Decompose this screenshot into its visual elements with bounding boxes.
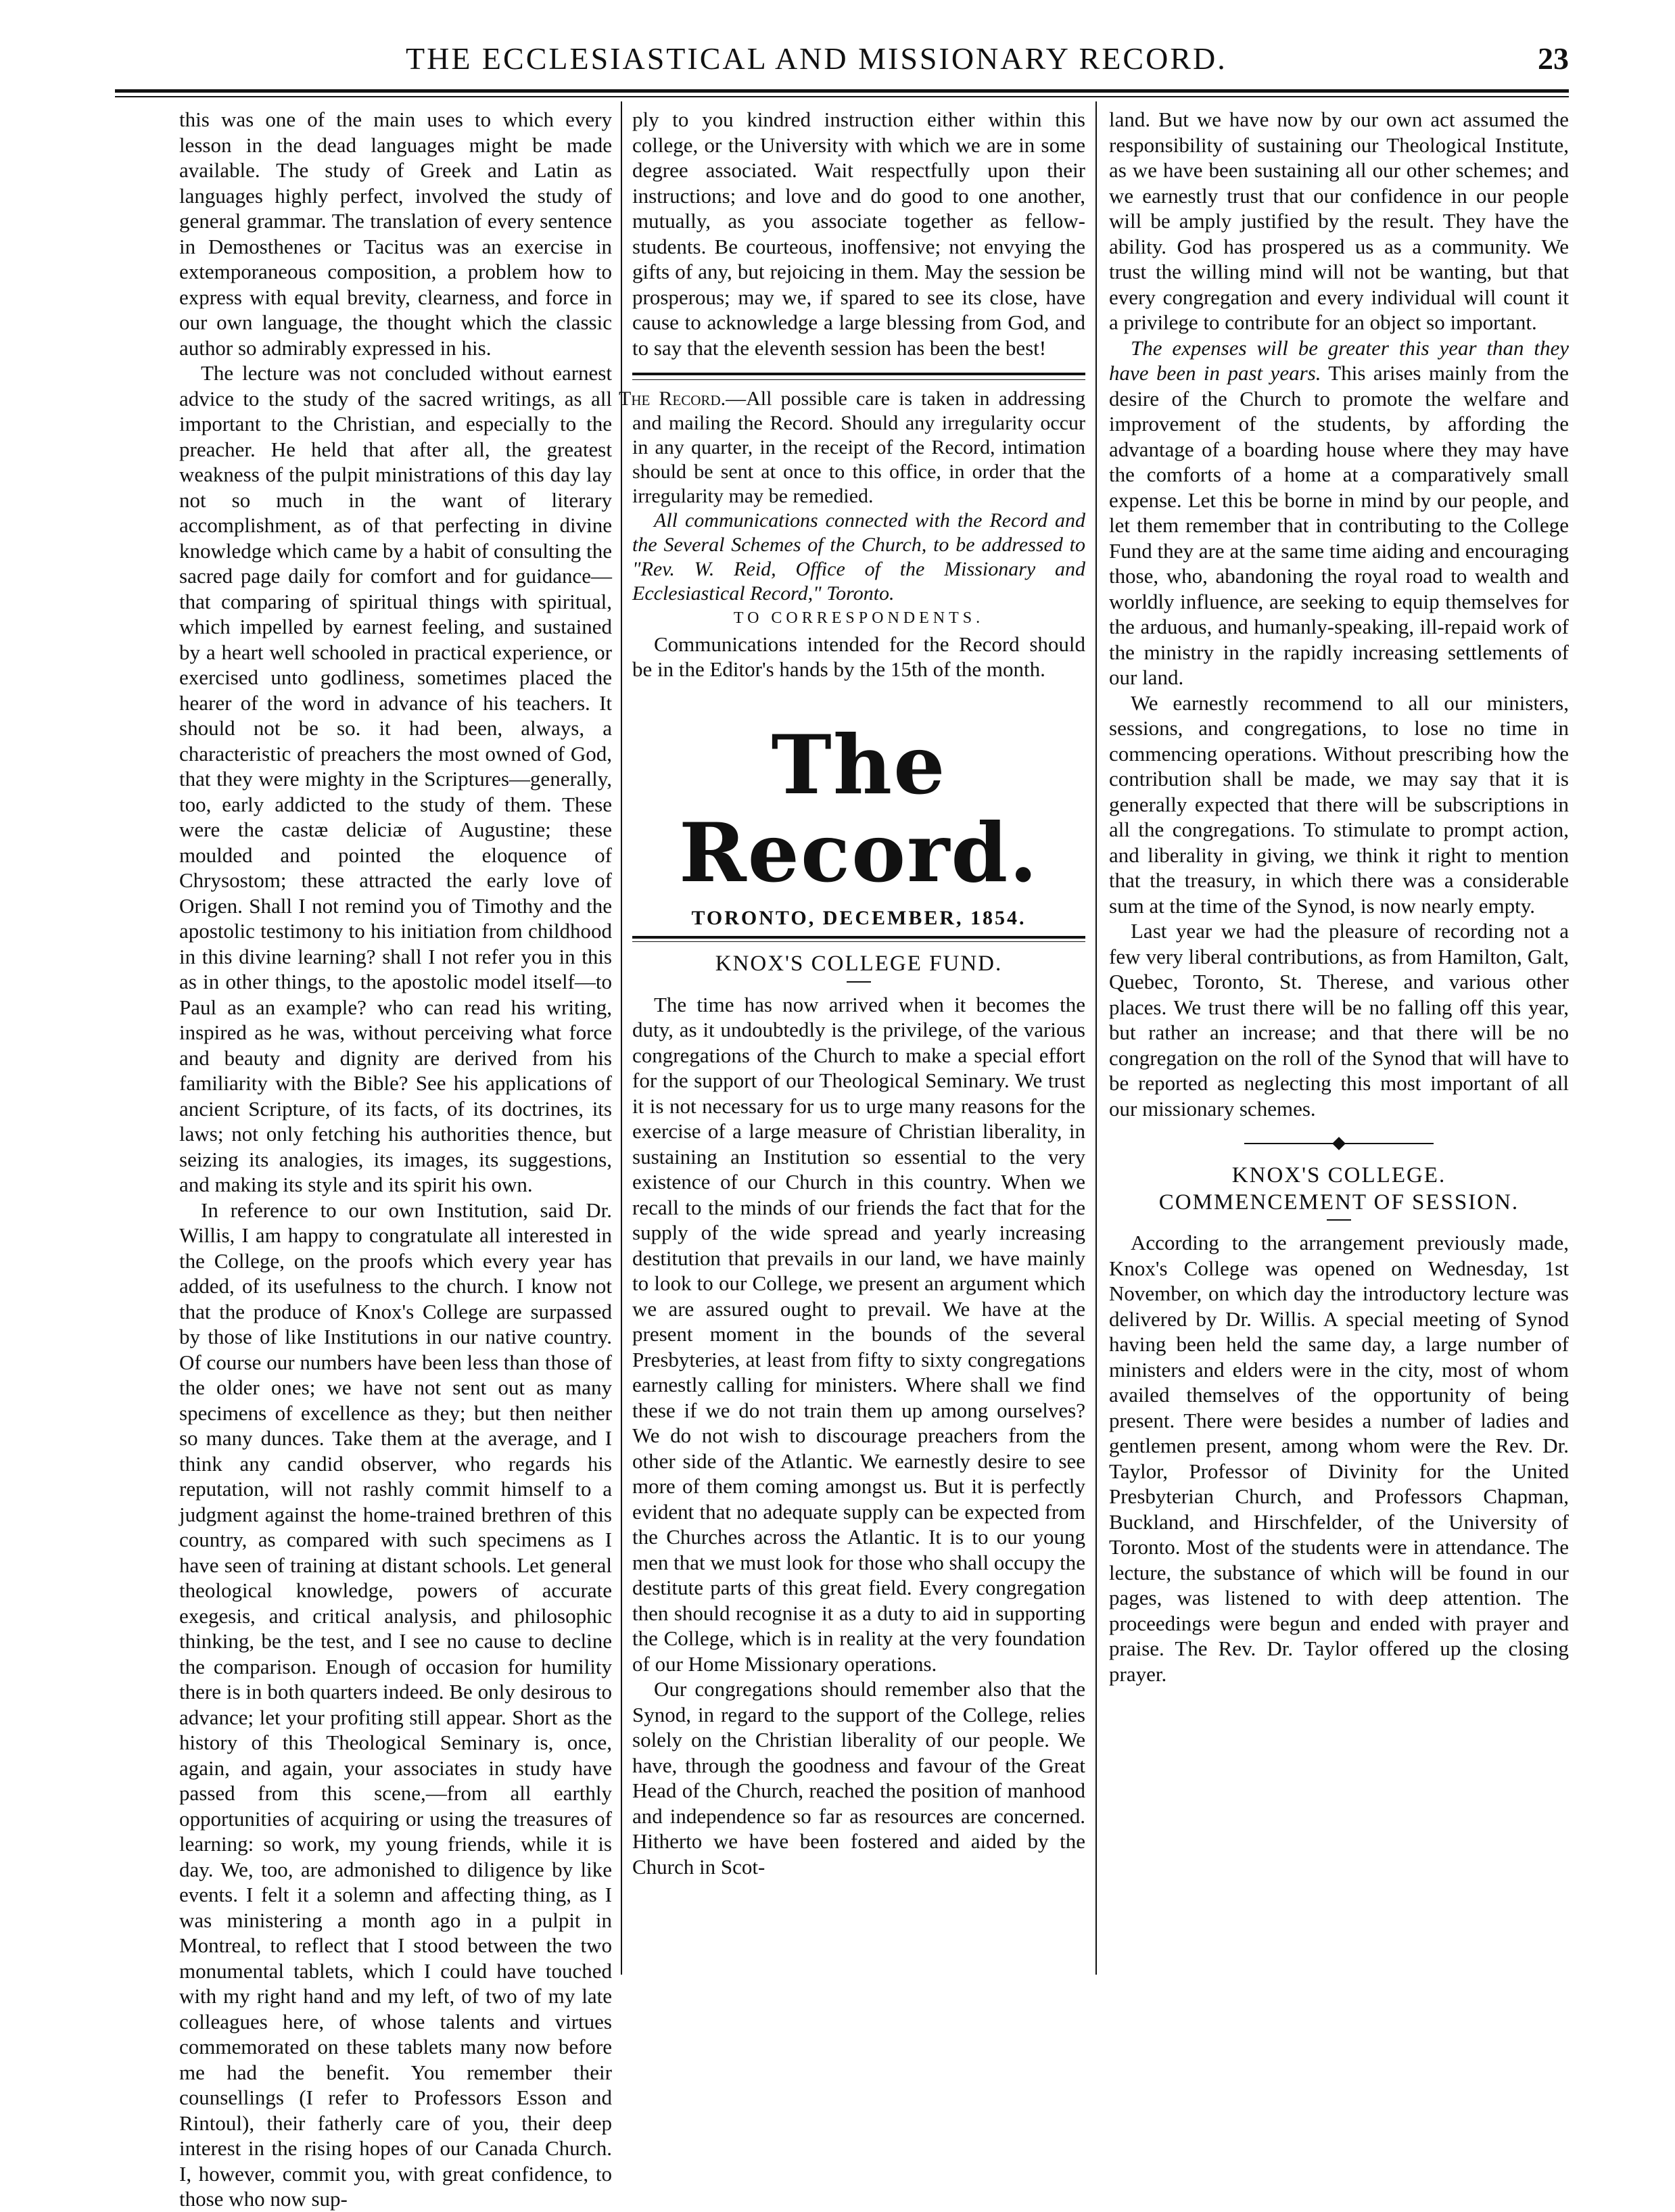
to-correspondents-heading: TO CORRESPONDENTS.	[733, 609, 985, 627]
masthead: The Record.	[678, 717, 1039, 901]
correspondents-text: Communications intended for the Record should be in the Editor's hands by the 15th of the month.	[632, 632, 1085, 681]
notice-text: —All possible care is taken in addressing and mailing the Record. Should any irregularity occur in any quarter, in the receipt of the Record, intimation should be sent at once to this office, in order that the irregularity may be remedied.	[632, 387, 1085, 507]
page-header	[115, 41, 1569, 88]
paragraph-text: This arises mainly from the desire of the Church to promote the welfare and improvement of the students, by affording the advantage of a boarding house where they may have the comforts of a home at a comparatively small expense. Let this be borne in mind by our people, and let them remember that in contributing to the College Fund they are at the same time aiding and encouraging those, who, abandoning the royal road to wealth and worldly influence, are seeking to equip themselves for the arduous, and humanly-speaking, ill-repaid work of the ministry in the rapidly increasing settlements of our land.	[1109, 361, 1569, 689]
running-title: THE ECCLESIASTICAL AND MISSIONARY RECORD.	[406, 41, 1227, 76]
column-3	[1109, 107, 1569, 1687]
paragraph: ply to you kindred instruction either within this college, or the University with which we are in some degree associated. Wait respectfully upon their instructions; and love and do good to one another, mutually, as you associate together as fellow-students. Be courteous, inoffensive; not envying the gifts of any, but rejoicing in them. May the session be prosperous; may we, if spared to see its close, have cause to acknowledge a large blessing from God, and to say that the eleventh session has been the best!	[632, 108, 1085, 360]
article-heading: KNOX'S COLLEGE FUND.	[715, 951, 1003, 976]
column-divider-2	[1095, 101, 1097, 1975]
section-rule	[632, 373, 1085, 375]
communications-notice: All communications connected with the Record and the Several Schemes of the Church, to be addressed to "Rev. W. Reid, Office of the Missionary and Ecclesiastical Record," Toronto.	[632, 509, 1085, 605]
heading-dash	[1327, 1219, 1351, 1221]
page-number: 23	[1538, 41, 1569, 76]
paragraph: this was one of the main uses to which every lesson in the dead languages might be made available. The study of Greek and Latin as languages highly perfect, involved the study of general grammar. The translation of every sentence in Demosthenes or Tacitus was an exercise in extemporaneous composition, a problem how to express with equal brevity, clearness, and force in our own language, the thought which the classic author so admirably expressed in his.	[179, 108, 612, 360]
column-2	[619, 107, 1085, 1879]
paragraph: We earnestly recommend to all our ministers, sessions, and congregations, to lose no time in commencing operations. Without prescribing how the contribution shall be made, we may say that it is generally expected that there will be subscriptions in all the congregations. To stimulate to prompt action, and liberality in giving, we think it right to mention that the treasury, in which there was a considerable sum at the time of the Synod, is now nearly empty.	[1109, 690, 1569, 918]
dateline-rule	[632, 936, 1085, 942]
paragraph: The lecture was not concluded without earnest advice to the study of the sacred writings, as all important to the Christian, and especially to the preacher. He held that after all, the greatest weakness of the pulpit ministrations of this day lay not so much in the want of literary accomplishment, as of that perfecting in divine knowledge which came by a habit of consulting the sacred page daily for comfort and for guidance—that comparing of spiritual things with spiritual, which impelled by earnest feeling, and sustained by a heart well schooled in practical experience, or exercised unto godliness, sometimes placed the hearer of the word in advance of his teachers. It should not be so. it had been, always, a characteristic of preachers the most owned of God, that they were mighty in the Scriptures—generally, too, early addicted to the study of them. These were the castæ deliciæ of Augustine; these moulded and pointed the eloquence of Chrysostom; these attracted the early love of Origen. Shall I not remind you of Timothy and the apostolic testimony to his initiation from childhood in this divine learning? shall I not refer you in this as in other things, to the apostolic model itself—to Paul as an example? who can read his writing, inspired as he was, without perceiving what force and beauty and dignity are derived from his familiarity with the Bible? See his applications of ancient Scripture, of its facts, of its doctrines, its laws; not only fetching his authorities thence, but seizing its analogies, its images, its suggestions, and making its style and its spirit his own.	[179, 361, 612, 1196]
italic-lead: The expenses will be greater this year than they have been in past years.	[1109, 335, 1569, 385]
header-rule-thin	[115, 96, 1569, 97]
paragraph: In reference to our own Institution, said Dr. Willis, I am happy to congratulate all interested in the College, on the proofs which every year has added, of its usefulness to the church. I know not that the produce of Knox's College are surpassed by those of like Institutions in our native country. Of course our numbers have been less than those of the older ones; we have not sent out as many specimens of excellence as they; but then neither so many dunces. Take them at the average, and I think any candid observer, who regards his reputation, will not rashly commit himself to a judgment against the home-trained brethren of this country, as compared with such specimens as I have seen of training at distant schools. Let general theological knowledge, powers of accurate exegesis, and critical analysis, and philosophic thinking, be the test, and I see no cause to decline the comparison. Enough of occasion for humility there is in both quarters indeed. Be only desirous to advance; let your profiting still appear. Short as the history of this Theological Seminary is, once, again, and again, your associates in study have passed from this scene,—from all earthly opportunities of acquiring or using the treasures of learning: so work, my young friends, while it is day. We, too, are admonished to diligence by like events. I felt it a solemn and affecting thing, as I was ministering a month ago in a pulpit in Montreal, to reflect that I stood between the two monumental tablets, which I could have touched with my right hand and my left, of two of my late colleagues here, of whose talents and virtues commemorated on these tablets many now before me had the benefit. You remember their counsellings (I refer to Professors Esson and Rintoul), their fatherly care of you, their deep interest in the rising hopes of our Canada Church. I, however, commit you, with great confidence, to those who now sup-	[179, 1198, 612, 2211]
dateline: TORONTO, DECEMBER, 1854.	[691, 906, 1027, 929]
article-heading: KNOX'S COLLEGE.	[1231, 1163, 1446, 1187]
article-subheading: COMMENCEMENT OF SESSION.	[1158, 1190, 1519, 1215]
column-divider-1	[621, 101, 622, 1975]
record-notice	[619, 387, 1085, 509]
paragraph: The time has now arrived when it becomes the duty, as it undoubtedly is the privilege, of the various congregations of the Church to make a special effort for the support of our Theological Seminary. We trust it is not necessary for us to urge many reasons for the exercise of a large measure of Christian liberality, in sustaining an Institution so essential to the very existence of our Church in this country. When we recall to the minds of our friends the fact that for the supply of the wide spread and yearly increasing destitution that prevails in our land, we have mainly to look to our College, we present an argument which we are assured ought to prevail. We have at the present moment in the bounds of the several Presbyteries, at least from fifty to sixty congregations earnestly calling for ministers. Where shall we find these if we do not train them up among ourselves? We do not wish to discourage preachers from the other side of the Atlantic. We earnestly desire to see more of them coming amongst us. But it is perfectly evident that no adequate supply can be expected from the Churches across the Atlantic. It is to our young men that we must look for those who shall occupy the destitute parts of this great field. Every congregation then should recognise it as a duty to aid in supporting the College, which is in reality at the very foundation of our Home Missionary operations.	[632, 992, 1085, 1676]
header-rule	[115, 89, 1569, 93]
heading-dash	[847, 981, 871, 983]
paragraph	[1109, 335, 1569, 690]
column-1	[179, 107, 612, 2212]
paragraph: According to the arrangement previously made, Knox's College was opened on Wednesday, 1st November, on which day the introductory lecture was delivered by Dr. Willis. A special meeting of Synod having been held the same day, a large number of ministers and elders were in the city, most of whom availed themselves of the opportunity of being present. There were besides a number of ladies and gentlemen present, among whom were the Rev. Dr. Taylor, Professor of Divinity for the United Presbyterian Church, and Professors Chapman, Buckland, and Hirschfelder, of the University of Toronto. Most of the students were in attendance. The lecture, the substance of which will be found in our pages, was listened to with deep attention. The proceedings were begun and ended with prayer and praise. The Rev. Dr. Taylor offered up the closing prayer.	[1109, 1231, 1569, 1686]
paragraph: land. But we have now by our own act assumed the responsibility of sustaining our Theological Institute, as we have been sustaining all our other schemes; and we earnestly trust that our confidence in our people will be amply justified by the result. They have the ability. God has prospered us as a community. We trust the willing mind will not be wanting, but that every congregation and every individual will count it a privilege to contribute for an object so important.	[1109, 108, 1569, 334]
section-rule-thin	[632, 379, 1085, 380]
paragraph: Our congregations should remember also that the Synod, in regard to the support of the College, relies solely on the Christian liberality of our people. We have, through the goodness and favour of the Great Head of the Church, reached the position of manhood and independence so far as resources are concerned. Hitherto we have been fostered and aided by the Church in Scot-	[632, 1677, 1085, 1879]
section-ornament	[1109, 1139, 1569, 1148]
paragraph: Last year we had the pleasure of recording not a few very liberal contributions, as from Hamilton, Galt, Quebec, Toronto, St. Therese, and various other places. We trust there will be no falling off this year, but rather an increase; and that there will be no congregation on the roll of the Synod that will have to be reported as neglecting this most important of all our missionary schemes.	[1109, 919, 1569, 1121]
notice-lead: The Record.	[619, 387, 726, 410]
